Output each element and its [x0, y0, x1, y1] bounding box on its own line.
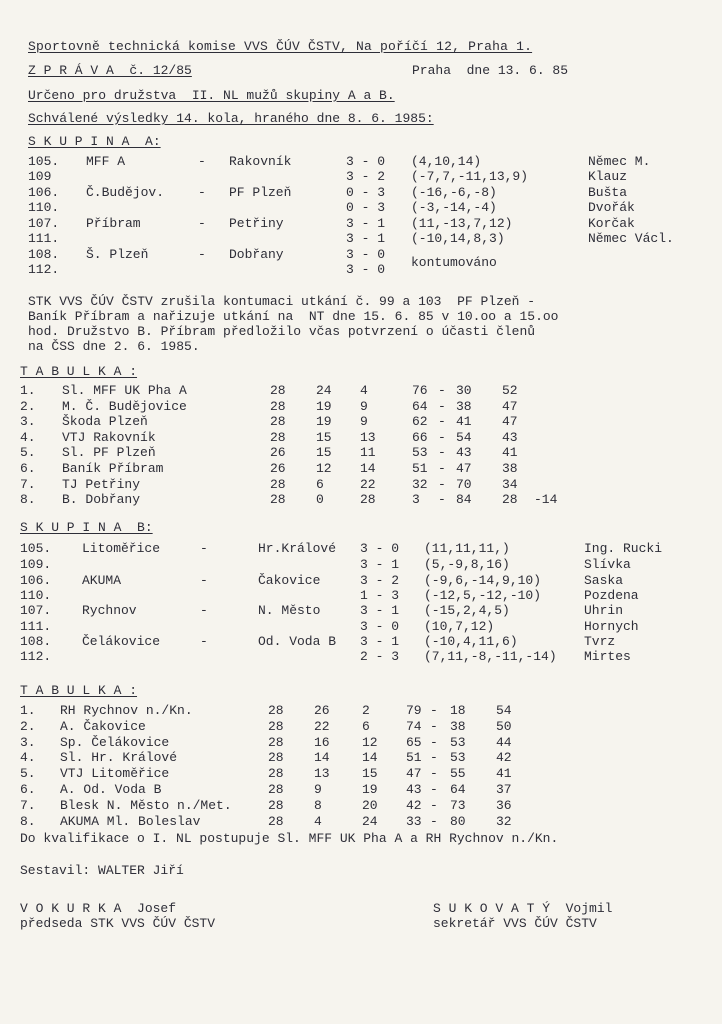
losses: 22 — [360, 476, 376, 492]
rank: 3. — [20, 414, 36, 430]
set-scores: (7,11,-8,-11,-14) — [424, 649, 557, 664]
match-row — [0, 200, 722, 215]
rank: 5. — [20, 766, 36, 782]
match-number: 109 — [28, 169, 52, 184]
table-row — [0, 492, 722, 507]
home-team: Čelákovice — [82, 634, 161, 649]
sets-against: 38 — [450, 718, 466, 734]
home-team: Litoměřice — [82, 541, 161, 556]
intended-for: Určeno pro družstva II. NL mužů skupiny A a B. — [28, 88, 395, 103]
points: 52 — [502, 383, 518, 398]
set-scores: (-10,14,8,3) — [411, 231, 505, 246]
match-row — [0, 649, 722, 664]
matches-played: 28 — [270, 492, 286, 508]
sets-against: 54 — [456, 429, 472, 445]
table-b-title: T A B U L K A : — [20, 683, 138, 698]
wins: 15 — [316, 445, 332, 461]
match-score: 3 - 1 — [346, 231, 386, 246]
team-name: B. Dobřany — [62, 492, 141, 508]
forfeit-label: kontumováno — [411, 255, 497, 270]
wins: 4 — [314, 813, 322, 829]
sets-for: 32 — [412, 476, 428, 492]
dash: - — [438, 429, 446, 445]
set-scores: (-10,4,11,6) — [424, 634, 518, 649]
referee: Tvrz — [584, 634, 616, 649]
away-team: N. Město — [258, 603, 321, 618]
sets-against: 64 — [450, 782, 466, 797]
dash: - — [430, 734, 438, 750]
match-score: 3 - 0 — [346, 262, 386, 277]
table-row — [0, 766, 722, 781]
set-scores: (-3,-14,-4) — [411, 200, 497, 215]
report-number: Z P R Á V A č. 12/85 — [28, 63, 192, 78]
matches-played: 28 — [268, 750, 284, 766]
extra: -14 — [534, 492, 558, 508]
rank: 4. — [20, 750, 36, 766]
team-name: VTJ Litoměřice — [60, 766, 170, 782]
sets-against: 43 — [456, 445, 472, 461]
team-name: A. Od. Voda B — [60, 782, 162, 797]
match-score: 2 - 3 — [360, 649, 400, 664]
dash: - — [438, 461, 446, 476]
match-score: 3 - 0 — [346, 247, 386, 262]
referee: Ing. Rucki — [584, 541, 663, 556]
match-row — [0, 154, 722, 169]
wins: 15 — [316, 429, 332, 445]
away-team: Rakovník — [229, 154, 292, 169]
set-scores: (-15,2,4,5) — [424, 603, 510, 618]
team-name: Baník Příbram — [62, 461, 164, 476]
dash-separator: - — [198, 216, 206, 231]
note-line: Baník Příbram a nařizuje utkání na NT dne 15. 6. 85 v 10.oo a 15.oo — [28, 309, 559, 324]
losses: 9 — [360, 398, 368, 414]
referee: Slívka — [584, 557, 631, 572]
sets-against: 53 — [450, 750, 466, 766]
dash: - — [438, 492, 446, 508]
sets-for: 43 — [406, 782, 422, 797]
match-number: 109. — [20, 557, 52, 572]
match-number: 106. — [28, 185, 60, 200]
points: 42 — [496, 750, 512, 766]
sets-for: 42 — [406, 797, 422, 813]
points: 47 — [502, 414, 518, 430]
wins: 14 — [314, 750, 330, 766]
matches-played: 28 — [268, 703, 284, 718]
wins: 13 — [314, 766, 330, 782]
table-row — [0, 703, 722, 718]
wins: 8 — [314, 797, 322, 813]
away-team: Od. Voda B — [258, 634, 337, 649]
signature-left-name: V O K U R K A Josef — [20, 901, 177, 916]
rank: 7. — [20, 797, 36, 813]
referee: Němec Václ. — [588, 231, 674, 246]
set-scores: (-12,5,-12,-10) — [424, 588, 542, 603]
sets-for: 53 — [412, 445, 428, 461]
losses: 12 — [362, 734, 378, 750]
dash: - — [438, 398, 446, 414]
sets-against: 41 — [456, 414, 472, 430]
sets-for: 65 — [406, 734, 422, 750]
rank: 6. — [20, 782, 36, 797]
losses: 14 — [362, 750, 378, 766]
losses: 15 — [362, 766, 378, 782]
match-number: 110. — [20, 588, 52, 603]
wins: 26 — [314, 703, 330, 718]
approved-results-heading: Schválené výsledky 14. kola, hraného dne 8. 6. 1985: — [28, 111, 434, 126]
wins: 12 — [316, 461, 332, 476]
sets-against: 70 — [456, 476, 472, 492]
match-number: 112. — [20, 649, 52, 664]
match-row — [0, 247, 722, 262]
match-number: 108. — [28, 247, 60, 262]
note-line: STK VVS ČÚV ČSTV zrušila kontumaci utkání č. 99 a 103 PF Plzeň - — [28, 294, 536, 309]
sets-against: 80 — [450, 813, 466, 829]
dash: - — [200, 541, 208, 556]
sets-for: 47 — [406, 766, 422, 782]
points: 47 — [502, 398, 518, 414]
table-row — [0, 461, 722, 476]
rank: 5. — [20, 445, 36, 461]
wins: 24 — [316, 383, 332, 398]
table-row — [0, 445, 722, 460]
match-number: 110. — [28, 200, 60, 215]
losses: 20 — [362, 797, 378, 813]
points: 41 — [502, 445, 518, 461]
table-row — [0, 477, 722, 492]
rank: 3. — [20, 734, 36, 750]
signature-right-name: S U K O V A T Ý Vojmil — [433, 901, 613, 916]
points: 43 — [502, 429, 518, 445]
home-team: AKUMA — [82, 573, 122, 588]
wins: 0 — [316, 492, 324, 508]
losses: 13 — [360, 429, 376, 445]
match-number: 112. — [28, 262, 60, 277]
note-line: hod. Družstvo B. Příbram předložilo včas potvrzení o účasti členů — [28, 324, 536, 339]
sets-for: 76 — [412, 383, 428, 398]
match-number: 111. — [20, 619, 52, 634]
signature-right-role: sekretář VVS ČÚV ČSTV — [433, 916, 597, 931]
rank: 7. — [20, 476, 36, 492]
set-scores: (4,10,14) — [411, 154, 482, 169]
points: 36 — [496, 797, 512, 813]
matches-played: 28 — [268, 718, 284, 734]
team-name: RH Rychnov n./Kn. — [60, 703, 193, 718]
table-row — [0, 719, 722, 734]
rank: 8. — [20, 813, 36, 829]
dash: - — [430, 797, 438, 813]
referee: Němec M. — [588, 154, 651, 169]
dash: - — [430, 750, 438, 766]
dash-separator: - — [198, 185, 206, 200]
team-name: Sl. PF Plzeň — [62, 445, 156, 461]
set-scores: (5,-9,8,16) — [424, 557, 510, 572]
sets-against: 30 — [456, 383, 472, 398]
matches-played: 28 — [268, 734, 284, 750]
wins: 16 — [314, 734, 330, 750]
away-team: Petřiny — [229, 216, 284, 231]
sets-for: 62 — [412, 414, 428, 430]
sets-against: 47 — [456, 461, 472, 476]
matches-played: 28 — [270, 476, 286, 492]
match-row — [0, 588, 722, 603]
team-name: AKUMA Ml. Boleslav — [60, 813, 201, 829]
match-score: 3 - 0 — [360, 619, 400, 634]
table-row — [0, 399, 722, 414]
wins: 19 — [316, 414, 332, 430]
place-date: Praha dne 13. 6. 85 — [412, 63, 569, 78]
group-b-title: S K U P I N A B: — [20, 520, 153, 535]
match-number: 105. — [20, 541, 52, 556]
dash: - — [200, 573, 208, 588]
match-number: 111. — [28, 231, 60, 246]
match-score: 3 - 0 — [346, 154, 386, 169]
set-scores: (11,-13,7,12) — [411, 216, 513, 231]
sets-against: 18 — [450, 703, 466, 718]
match-score: 0 - 3 — [346, 185, 386, 200]
wins: 19 — [316, 398, 332, 414]
sets-against: 38 — [456, 398, 472, 414]
table-row — [0, 798, 722, 813]
match-row — [0, 262, 722, 277]
sets-for: 79 — [406, 703, 422, 718]
team-name: TJ Petřiny — [62, 476, 141, 492]
sets-against: 73 — [450, 797, 466, 813]
match-number: 106. — [20, 573, 52, 588]
sets-for: 51 — [412, 461, 428, 476]
sets-against: 55 — [450, 766, 466, 782]
match-score: 3 - 1 — [346, 216, 386, 231]
points: 50 — [496, 718, 512, 734]
matches-played: 28 — [270, 398, 286, 414]
sets-for: 64 — [412, 398, 428, 414]
wins: 6 — [316, 476, 324, 492]
team-name: Sl. Hr. Králové — [60, 750, 178, 766]
match-number: 108. — [20, 634, 52, 649]
away-team: Dobřany — [229, 247, 284, 262]
rank: 4. — [20, 429, 36, 445]
sets-for: 66 — [412, 429, 428, 445]
sets-for: 33 — [406, 813, 422, 829]
home-team: Č.Budějov. — [86, 185, 165, 200]
dash: - — [438, 383, 446, 398]
match-row — [0, 573, 722, 588]
match-row — [0, 231, 722, 246]
sets-against: 84 — [456, 492, 472, 508]
set-scores: (10,7,12) — [424, 619, 495, 634]
matches-played: 28 — [270, 429, 286, 445]
home-team: MFF A — [86, 154, 126, 169]
match-score: 3 - 1 — [360, 557, 400, 572]
matches-played: 26 — [270, 461, 286, 476]
match-score: 3 - 1 — [360, 634, 400, 649]
set-scores: (-16,-6,-8) — [411, 185, 497, 200]
points: 37 — [496, 782, 512, 797]
referee: Saska — [584, 573, 624, 588]
matches-played: 28 — [268, 782, 284, 797]
dash: - — [430, 782, 438, 797]
losses: 14 — [360, 461, 376, 476]
losses: 11 — [360, 445, 376, 461]
points: 44 — [496, 734, 512, 750]
compiled-by: Sestavil: WALTER Jiří — [20, 863, 184, 878]
table-row — [0, 750, 722, 765]
team-name: Sl. MFF UK Pha A — [62, 383, 187, 398]
dash: - — [430, 813, 438, 829]
dash: - — [430, 718, 438, 734]
sets-for: 51 — [406, 750, 422, 766]
losses: 19 — [362, 782, 378, 797]
signature-left-role: předseda STK VVS ČÚV ČSTV — [20, 916, 216, 931]
points: 28 — [502, 492, 518, 508]
set-scores: (11,11,11,) — [424, 541, 510, 556]
referee: Bušta — [588, 185, 628, 200]
matches-played: 28 — [268, 766, 284, 782]
note-line: na ČSS dne 2. 6. 1985. — [28, 339, 200, 354]
match-score: 3 - 0 — [360, 541, 400, 556]
home-team: Rychnov — [82, 603, 137, 618]
team-name: Blesk N. Město n./Met. — [60, 797, 232, 813]
match-score: 3 - 2 — [346, 169, 386, 184]
home-team: Příbram — [86, 216, 141, 231]
team-name: Škoda Plzeň — [62, 414, 148, 430]
table-row — [0, 814, 722, 829]
table-row — [0, 430, 722, 445]
rank: 2. — [20, 718, 36, 734]
match-row — [0, 619, 722, 634]
referee: Klauz — [588, 169, 628, 184]
set-scores: (-9,6,-14,9,10) — [424, 573, 542, 588]
matches-played: 28 — [270, 383, 286, 398]
losses: 4 — [360, 383, 368, 398]
dash-separator: - — [198, 154, 206, 169]
match-number: 107. — [20, 603, 52, 618]
dash: - — [200, 634, 208, 649]
losses: 2 — [362, 703, 370, 718]
match-number: 105. — [28, 154, 60, 169]
referee: Dvořák — [588, 200, 635, 215]
match-score: 3 - 2 — [360, 573, 400, 588]
table-row — [0, 383, 722, 398]
referee: Uhrin — [584, 603, 624, 618]
table-a-title: T A B U L K A : — [20, 364, 138, 379]
referee: Pozdena — [584, 588, 639, 603]
home-team: Š. Plzeň — [86, 247, 149, 262]
rank: 8. — [20, 492, 36, 508]
wins: 9 — [314, 782, 322, 797]
points: 32 — [496, 813, 512, 829]
away-team: PF Plzeň — [229, 185, 292, 200]
match-row — [0, 185, 722, 200]
dash: - — [438, 414, 446, 430]
match-score: 1 - 3 — [360, 588, 400, 603]
rank: 6. — [20, 461, 36, 476]
away-team: Hr.Králové — [258, 541, 337, 556]
matches-played: 28 — [268, 797, 284, 813]
referee: Korčak — [588, 216, 635, 231]
match-score: 3 - 1 — [360, 603, 400, 618]
losses: 28 — [360, 492, 376, 508]
losses: 24 — [362, 813, 378, 829]
match-row — [0, 169, 722, 184]
group-a-title: S K U P I N A A: — [28, 134, 161, 149]
points: 38 — [502, 461, 518, 476]
points: 34 — [502, 476, 518, 492]
match-row — [0, 216, 722, 231]
losses: 9 — [360, 414, 368, 430]
dash-separator: - — [198, 247, 206, 262]
sets-against: 53 — [450, 734, 466, 750]
table-row — [0, 735, 722, 750]
match-row — [0, 541, 722, 556]
match-row — [0, 557, 722, 572]
referee: Mirtes — [584, 649, 631, 664]
table-row — [0, 414, 722, 429]
team-name: A. Čakovice — [60, 718, 146, 734]
losses: 6 — [362, 718, 370, 734]
matches-played: 28 — [270, 414, 286, 430]
away-team: Čakovice — [258, 573, 321, 588]
points: 41 — [496, 766, 512, 782]
rank: 1. — [20, 383, 36, 398]
dash: - — [438, 476, 446, 492]
match-row — [0, 603, 722, 618]
team-name: M. Č. Budějovice — [62, 398, 187, 414]
dash: - — [430, 703, 438, 718]
dash: - — [430, 766, 438, 782]
match-score: 0 - 3 — [346, 200, 386, 215]
match-row — [0, 634, 722, 649]
wins: 22 — [314, 718, 330, 734]
rank: 1. — [20, 703, 36, 718]
header-line: Sportovně technická komise VVS ČÚV ČSTV, Na poříčí 12, Praha 1. — [28, 39, 533, 54]
sets-for: 74 — [406, 718, 422, 734]
table-row — [0, 782, 722, 797]
qualification-note: Do kvalifikace o I. NL postupuje Sl. MFF UK Pha A a RH Rychnov n./Kn. — [20, 831, 559, 846]
points: 54 — [496, 703, 512, 718]
team-name: Sp. Čelákovice — [60, 734, 170, 750]
dash: - — [200, 603, 208, 618]
match-number: 107. — [28, 216, 60, 231]
referee: Hornych — [584, 619, 639, 634]
matches-played: 26 — [270, 445, 286, 461]
matches-played: 28 — [268, 813, 284, 829]
team-name: VTJ Rakovník — [62, 429, 156, 445]
set-scores: (-7,7,-11,13,9) — [411, 169, 529, 184]
dash: - — [438, 445, 446, 461]
sets-for: 3 — [412, 492, 420, 508]
rank: 2. — [20, 398, 36, 414]
